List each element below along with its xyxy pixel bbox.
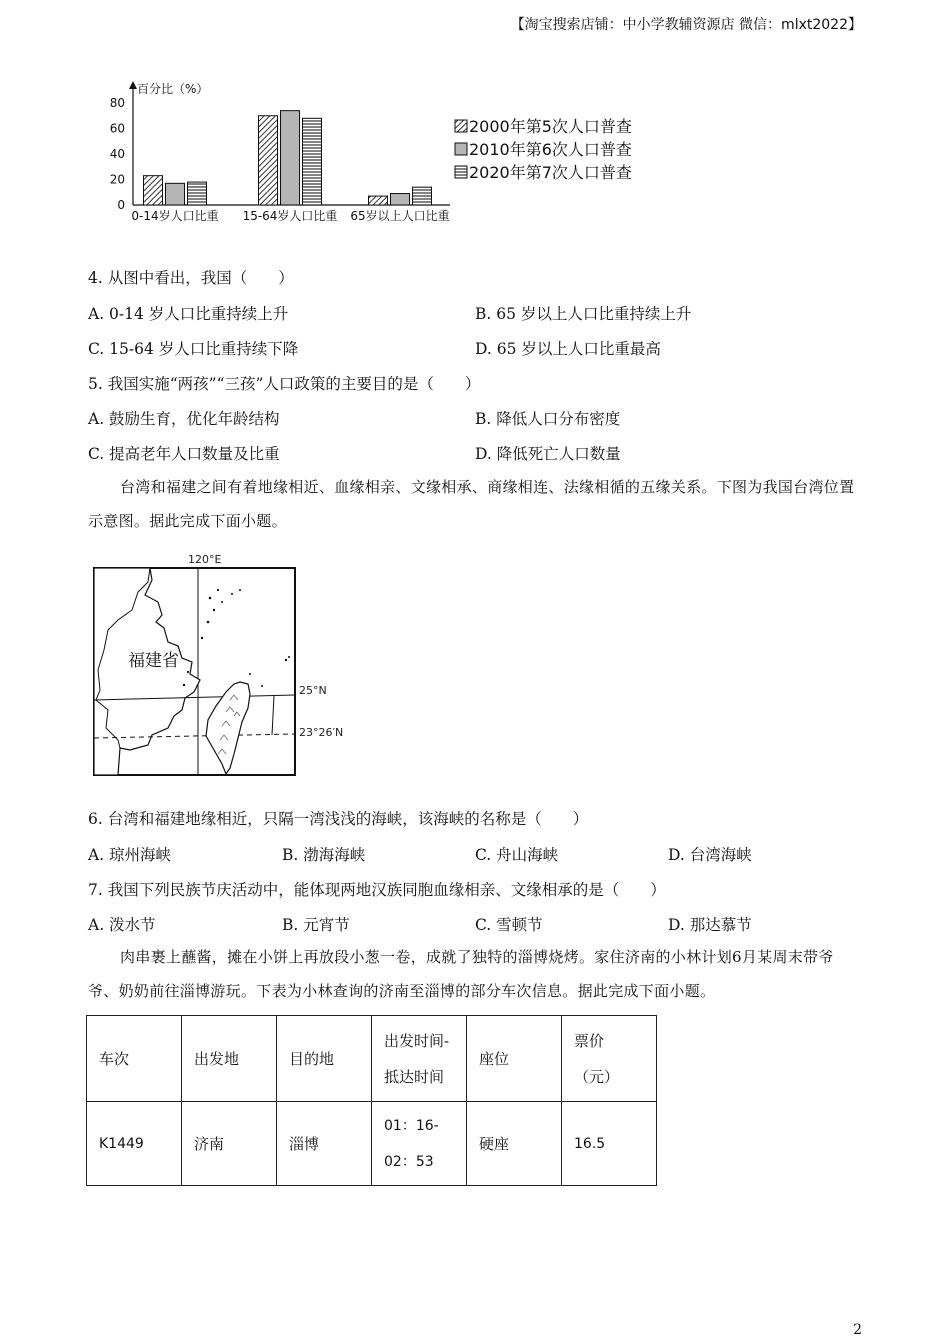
legend-swatch-1 [455, 143, 467, 155]
bar-0-2 [188, 182, 207, 205]
legend-swatch-0 [455, 120, 467, 132]
bar-2-0 [369, 196, 388, 205]
bar-1-2 [303, 118, 322, 205]
th-time-line1: 出发时间- [384, 1031, 450, 1050]
train-schedule-table [86, 1015, 657, 1186]
legend-label-1: 2010年第6次人口普查 [469, 140, 632, 159]
y-axis-arrow [129, 81, 137, 89]
q6-option-b[interactable]: B. 渤海海峡 [282, 846, 366, 864]
map-province-label: 福建省 [128, 651, 179, 671]
td-time [372, 1102, 467, 1186]
table-header-row [87, 1016, 657, 1102]
map-lat-25-label: 25°N [299, 684, 327, 697]
q5-option-d[interactable]: D. 降低死亡人口数量 [475, 445, 621, 463]
td-to: 淄博 [277, 1102, 372, 1186]
th-price-line2: （元） [574, 1067, 620, 1086]
th-time [372, 1016, 467, 1102]
map-lat-2326-label: 23°26′N [299, 726, 344, 739]
q5-option-b[interactable]: B. 降低人口分布密度 [475, 410, 621, 428]
q6-option-a[interactable]: A. 琼州海峡 [88, 846, 172, 864]
y-tick-label: 60 [109, 121, 125, 136]
q4-option-a[interactable]: A. 0-14 岁人口比重持续上升 [88, 305, 289, 323]
bar-0-1 [166, 183, 185, 205]
th-from: 出发地 [182, 1016, 277, 1102]
bar-2-1 [391, 194, 410, 205]
th-time-line2: 抵达时间 [384, 1067, 445, 1086]
q4-option-b[interactable]: B. 65 岁以上人口比重持续上升 [475, 305, 692, 323]
th-price [562, 1016, 657, 1102]
q7-option-d[interactable]: D. 那达慕节 [668, 916, 752, 934]
x-category-label: 0-14岁人口比重 [131, 209, 219, 223]
y-axis-label: 百分比（%） [137, 82, 209, 96]
q5-option-a[interactable]: A. 鼓励生育，优化年龄结构 [88, 410, 280, 428]
page-number: 2 [853, 1322, 862, 1338]
y-tick-label: 80 [109, 96, 125, 110]
q7-stem: 7. 我国下列民族节庆活动中，能体现两地汉族同胞血缘相亲、文缘相承的是（ ） [88, 881, 666, 899]
bar-0-0 [144, 176, 163, 205]
q4-option-d[interactable]: D. 65 岁以上人口比重最高 [475, 340, 661, 358]
passage-zibo: 肉串裹上蘸酱，摊在小饼上再放段小葱一卷，成就了独特的淄博烧烤。家住济南的小林计划6月某周末带爷爷、奶奶前往淄博游玩。下表为小林查询的济南至淄博的部分车次信息。据此完成下面小题。 [88, 948, 834, 1000]
th-train: 车次 [87, 1016, 182, 1102]
th-to: 目的地 [277, 1016, 372, 1102]
q6-option-d[interactable]: D. 台湾海峡 [668, 846, 752, 864]
q6-option-c[interactable]: C. 舟山海峡 [475, 846, 559, 864]
q4-option-c[interactable]: C. 15-64 岁人口比重持续下降 [88, 340, 299, 358]
bar-1-1 [281, 111, 300, 205]
q5-stem: 5. 我国实施“两孩”“三孩”人口政策的主要目的是（ ） [88, 375, 481, 393]
q7-option-b[interactable]: B. 元宵节 [282, 916, 350, 934]
q7-option-c[interactable]: C. 雪顿节 [475, 916, 543, 934]
bar-1-0 [259, 116, 278, 205]
td-price: 16.5 [562, 1102, 657, 1186]
y-tick-label: 40 [109, 147, 125, 161]
th-price-line1: 票价 [574, 1031, 605, 1050]
td-time-line1: 01：16- [384, 1117, 439, 1134]
map-longitude-label: 120°E [188, 553, 222, 566]
td-from: 济南 [182, 1102, 277, 1186]
td-time-line2: 02：53 [384, 1153, 434, 1170]
table-row [87, 1102, 657, 1186]
bar-2-2 [413, 187, 432, 205]
x-category-label: 65岁以上人口比重 [350, 209, 450, 223]
page-header: 【淘宝搜索店铺：中小学教辅资源店 微信：mlxt2022】 [510, 17, 862, 33]
x-category-label: 15-64岁人口比重 [242, 209, 338, 223]
y-tick-label: 0 [117, 198, 125, 212]
q6-stem: 6. 台湾和福建地缘相近，只隔一湾浅浅的海峡，该海峡的名称是（ ） [88, 810, 589, 828]
legend-label-2: 2020年第7次人口普查 [469, 163, 632, 182]
q7-option-a[interactable]: A. 泼水节 [88, 916, 156, 934]
th-seat: 座位 [467, 1016, 562, 1102]
passage-taiwan: 台湾和福建之间有着地缘相近、血缘相亲、文缘相承、商缘相连、法缘相循的五缘关系。下图为我国台湾位置示意图。据此完成下面小题。 [88, 478, 855, 530]
td-seat: 硬座 [467, 1102, 562, 1186]
q4-stem: 4. 从图中看出，我国（ ） [88, 269, 294, 287]
legend-swatch-2 [455, 166, 467, 178]
legend-label-0: 2000年第5次人口普查 [469, 117, 632, 136]
q5-option-c[interactable]: C. 提高老年人口数量及比重 [88, 445, 280, 463]
y-tick-label: 20 [109, 172, 125, 187]
taiwan-location-map [90, 550, 360, 780]
td-train: K1449 [87, 1102, 182, 1186]
population-bar-chart [95, 75, 655, 230]
